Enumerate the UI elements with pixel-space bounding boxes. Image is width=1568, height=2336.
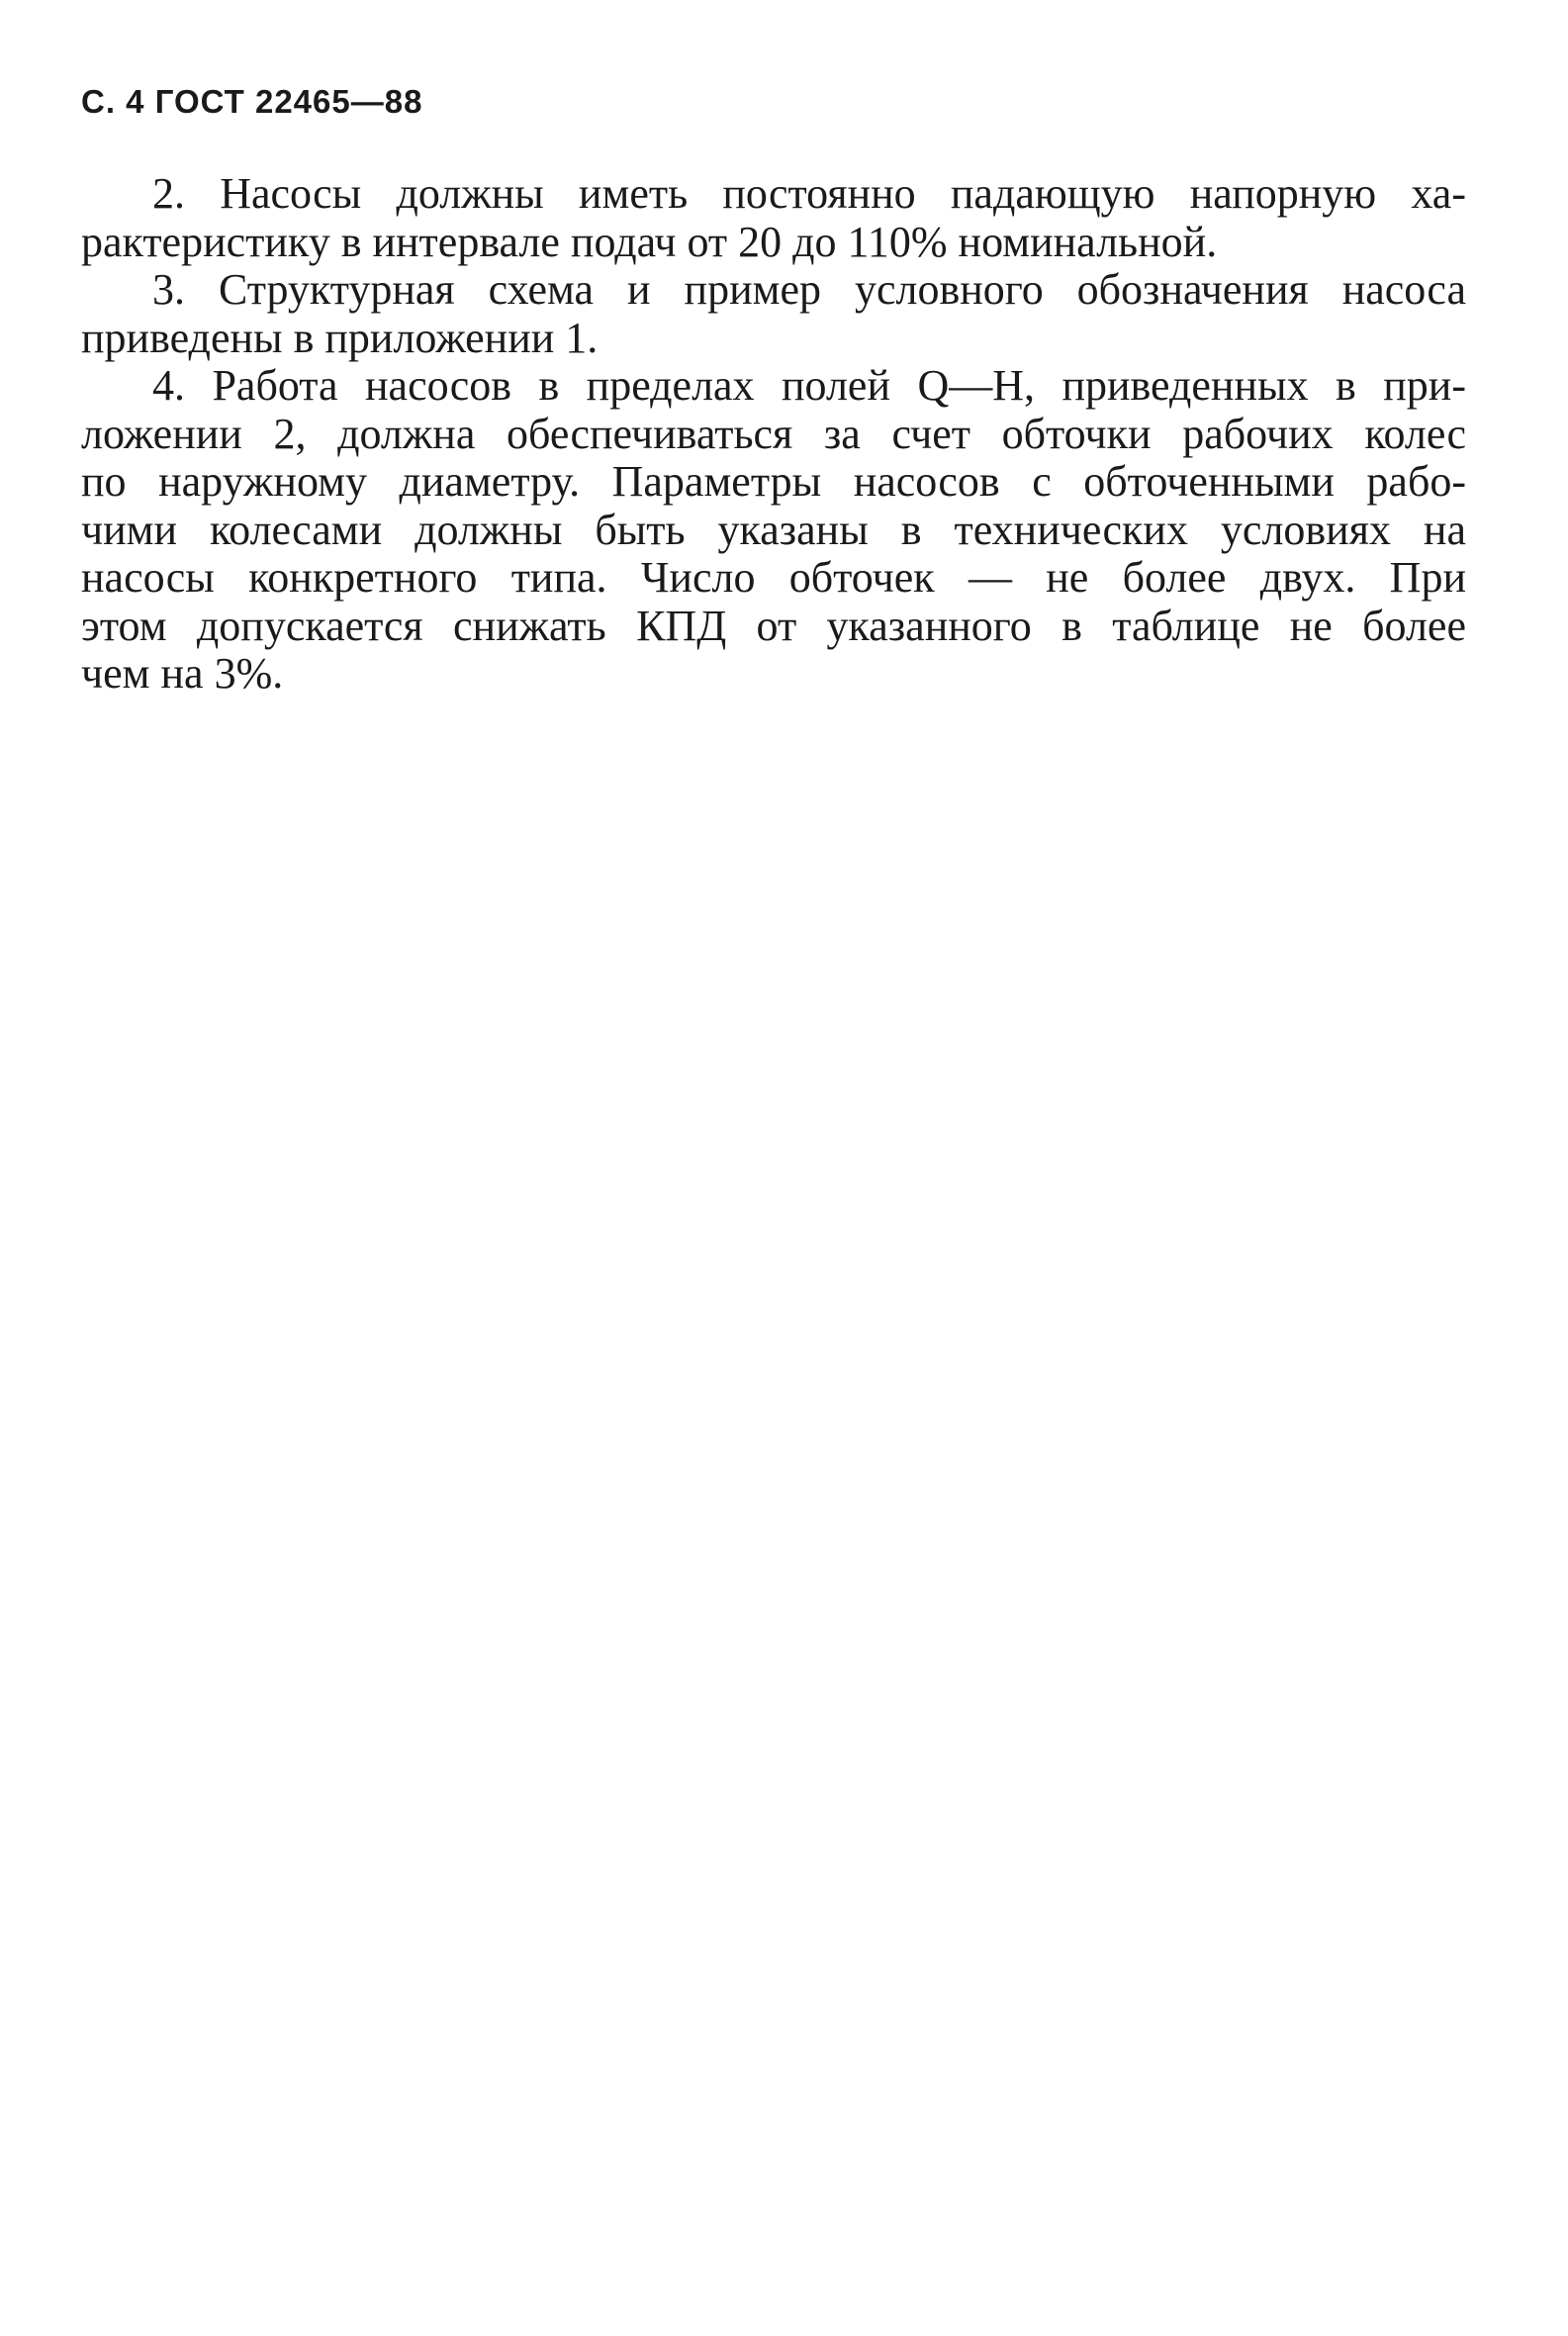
text-line: этом допускается снижать КПД от указанного в таблице не более bbox=[81, 601, 1466, 650]
text-line: 2. Насосы должны иметь постоянно падающую напорную ха- bbox=[152, 169, 1466, 218]
text-line: 3. Структурная схема и пример условного обозначения насоса bbox=[152, 265, 1466, 314]
paragraph-2 bbox=[81, 170, 1466, 266]
text-line: по наружному диаметру. Параметры насосов с обточенными рабо- bbox=[81, 457, 1466, 506]
running-head: С. 4 ГОСТ 22465—88 bbox=[81, 83, 423, 120]
text-line: рактеристику в интервале подач от 20 до 110% номинальной. bbox=[81, 217, 1218, 266]
text-line: насосы конкретного типа. Число обточек — не более двух. При bbox=[81, 553, 1466, 602]
body-text bbox=[81, 170, 1466, 699]
text-line: чими колесами должны быть указаны в технических условиях на bbox=[81, 505, 1466, 554]
text-line: ложении 2, должна обеспечиваться за счет обточки рабочих колес bbox=[81, 409, 1466, 458]
text-line: чем на 3%. bbox=[81, 649, 284, 698]
paragraph-4 bbox=[81, 362, 1466, 699]
text-line: приведены в приложении 1. bbox=[81, 313, 599, 362]
text-line: 4. Работа насосов в пределах полей Q—H, приведенных в при- bbox=[152, 361, 1466, 410]
paragraph-3 bbox=[81, 266, 1466, 362]
